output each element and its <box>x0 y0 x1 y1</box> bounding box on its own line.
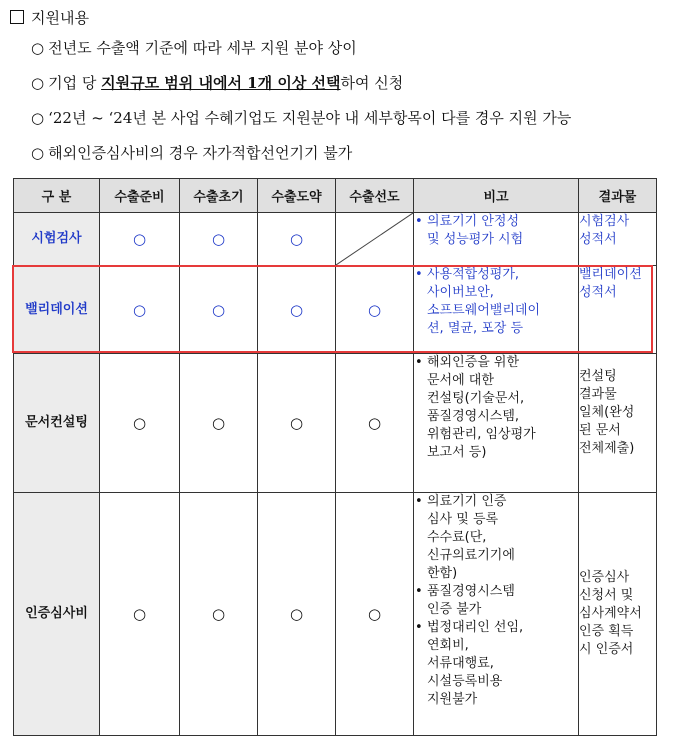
note-cell <box>414 266 579 354</box>
table-row <box>14 493 657 736</box>
bullet-text: ‘22년 ~ ‘24년 본 사업 수혜기업도 지원분야 내 세부항목이 다를 경우 지원 가능 <box>48 109 572 127</box>
circle-mark: ○ <box>258 266 336 354</box>
header-export-lead: 수출선도 <box>336 179 414 213</box>
header-export-early: 수출초기 <box>180 179 258 213</box>
bullet-4 <box>31 143 352 163</box>
table-row <box>14 213 657 266</box>
bullet-emphasis: 지원규모 범위 내에서 1개 이상 선택 <box>101 74 341 92</box>
category-cell: 시험검사 <box>14 213 100 266</box>
list-item: • 품질경영시스템 인증 불가 <box>414 583 578 619</box>
not-applicable-cell <box>336 213 414 266</box>
table-header-row <box>14 179 657 213</box>
header-export-growth: 수출도약 <box>258 179 336 213</box>
bullet-1 <box>31 38 357 58</box>
circle-mark: ○ <box>258 354 336 493</box>
circle-bullet-icon: ○ <box>31 39 45 57</box>
list-item: • 법정대리인 선임, 연회비, 서류대행료, 시설등록비용 지원불가 <box>414 619 578 709</box>
bullet-text: 기업 당 <box>48 74 102 92</box>
circle-mark: ○ <box>180 493 258 736</box>
result-cell: 밸리데이션 성적서 <box>579 266 657 354</box>
list-item: • 의료기기 인증 심사 및 등록 수수료(단, 신규의료기기에 한함) <box>414 493 578 583</box>
result-cell: 시험검사 성적서 <box>579 213 657 266</box>
circle-mark: ○ <box>100 213 180 266</box>
note-cell <box>414 493 579 736</box>
note-cell <box>414 213 579 266</box>
circle-mark: ○ <box>336 354 414 493</box>
circle-bullet-icon: ○ <box>31 144 45 162</box>
circle-mark: ○ <box>336 493 414 736</box>
result-cell: 인증심사 신청서 및 심사계약서 인증 획득 시 인증서 <box>579 493 657 736</box>
category-cell: 인증심사비 <box>14 493 100 736</box>
result-cell: 컨설팅 결과물 일체(완성 된 문서 전체제출) <box>579 354 657 493</box>
header-category: 구 분 <box>14 179 100 213</box>
list-item: • 의료기기 안정성 및 성능평가 시험 <box>414 213 578 249</box>
support-table <box>13 178 657 736</box>
section-heading <box>10 8 89 28</box>
circle-bullet-icon: ○ <box>31 74 45 92</box>
circle-mark: ○ <box>100 266 180 354</box>
category-cell: 문서컨설팅 <box>14 354 100 493</box>
header-result: 결과물 <box>579 179 657 213</box>
bullet-text: 해외인증심사비의 경우 자가적합선언기기 불가 <box>48 144 353 162</box>
bullet-text: 전년도 수출액 기준에 따라 세부 지원 분야 상이 <box>48 39 357 57</box>
circle-mark: ○ <box>336 266 414 354</box>
bullet-2 <box>31 73 403 93</box>
circle-mark: ○ <box>100 354 180 493</box>
list-item: • 사용적합성평가, 사이버보안, 소프트웨어밸리데이 션, 멸균, 포장 등 <box>414 266 578 338</box>
table-row <box>14 354 657 493</box>
table-row <box>14 266 657 354</box>
circle-mark: ○ <box>100 493 180 736</box>
diagonal-line-icon <box>336 213 413 265</box>
list-item: • 해외인증을 위한 문서에 대한 컨설팅(기술문서, 품질경영시스템, 위험관리, 임상평가 보고서 등) <box>414 354 578 462</box>
note-cell <box>414 354 579 493</box>
circle-mark: ○ <box>258 213 336 266</box>
category-cell: 밸리데이션 <box>14 266 100 354</box>
section-heading-text: 지원내용 <box>31 9 89 27</box>
circle-mark: ○ <box>180 213 258 266</box>
header-export-prep: 수출준비 <box>100 179 180 213</box>
bullet-3 <box>31 108 571 128</box>
circle-mark: ○ <box>180 266 258 354</box>
circle-mark: ○ <box>180 354 258 493</box>
header-note: 비고 <box>414 179 579 213</box>
bullet-text: 하여 신청 <box>340 74 404 92</box>
circle-bullet-icon: ○ <box>31 109 45 127</box>
checkbox-square-icon <box>10 10 24 24</box>
circle-mark: ○ <box>258 493 336 736</box>
